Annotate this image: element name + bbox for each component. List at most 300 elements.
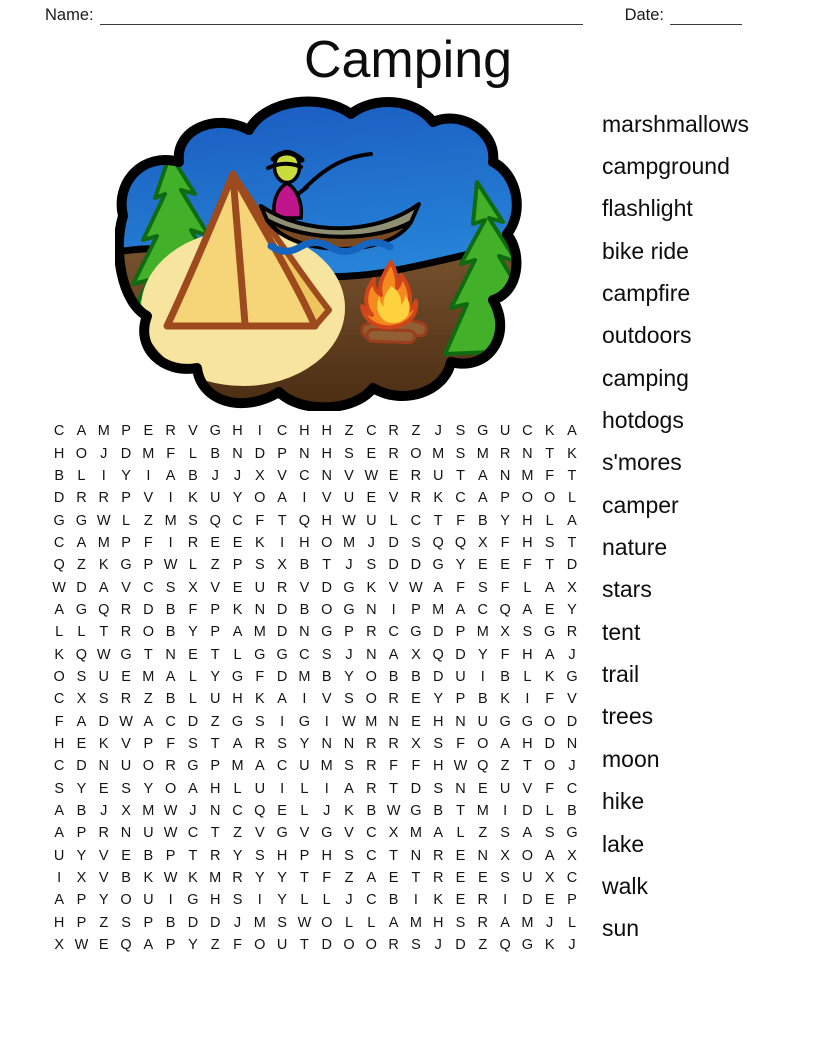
grid-letter: N xyxy=(499,467,511,484)
grid-letter: D xyxy=(432,624,444,641)
grid-letter: N xyxy=(477,847,489,864)
grid-letter: W xyxy=(163,557,178,574)
grid-letter: J xyxy=(345,646,353,663)
grid-letter: F xyxy=(255,668,265,685)
grid-letter: O xyxy=(321,534,333,551)
grid-letter: F xyxy=(456,512,465,529)
grid-letter: L xyxy=(300,780,309,797)
grid-letter: D xyxy=(455,937,466,954)
word-list-item: hotdogs xyxy=(602,407,684,434)
grid-letter: B xyxy=(165,691,176,708)
grid-letter: G xyxy=(410,624,422,641)
grid-letter: B xyxy=(54,467,64,484)
grid-letter: Q xyxy=(477,758,489,775)
grid-letter: S xyxy=(344,691,354,708)
grid-letter: D xyxy=(455,646,466,663)
grid-letter: S xyxy=(477,579,488,596)
grid-letter: G xyxy=(521,713,534,730)
grid-letter: Y xyxy=(567,601,577,618)
grid-letter: X xyxy=(277,557,287,574)
grid-letter: W xyxy=(409,579,423,596)
grid-letter: B xyxy=(210,445,221,462)
grid-letter: U xyxy=(343,490,355,507)
grid-letter: J xyxy=(568,937,576,954)
grid-letter: F xyxy=(322,870,332,887)
grid-letter: L xyxy=(233,646,242,663)
grid-letter: E xyxy=(277,803,287,820)
grid-letter: E xyxy=(98,937,109,954)
grid-letter: Z xyxy=(478,825,488,842)
grid-letter: S xyxy=(121,914,131,931)
grid-letter: N xyxy=(522,445,533,462)
grid-letter: F xyxy=(143,534,153,551)
grid-letter: S xyxy=(232,892,243,909)
grid-letter: I xyxy=(257,892,262,909)
grid-letter: C xyxy=(366,892,377,909)
grid-letter: M xyxy=(476,445,489,462)
grid-letter: S xyxy=(188,735,198,752)
grid-letter: F xyxy=(233,937,242,954)
grid-letter: A xyxy=(54,803,64,820)
grid-letter: D xyxy=(254,445,266,462)
grid-letter: M xyxy=(365,713,378,730)
grid-letter: L xyxy=(523,579,532,596)
word-list-item: nature xyxy=(602,534,668,561)
grid-letter: A xyxy=(165,668,176,685)
grid-letter: L xyxy=(300,803,309,820)
grid-letter: I xyxy=(168,534,173,551)
grid-letter: A xyxy=(254,758,265,775)
grid-letter: R xyxy=(410,467,422,484)
grid-letter: Q xyxy=(432,534,444,551)
grid-letter: W xyxy=(163,825,178,842)
grid-letter: V xyxy=(143,490,154,507)
grid-letter: A xyxy=(567,512,577,529)
grid-letter: G xyxy=(343,601,355,618)
grid-letter: C xyxy=(53,423,65,440)
grid-letter: Y xyxy=(188,937,198,954)
grid-letter: A xyxy=(522,601,533,618)
grid-letter: R xyxy=(432,847,444,864)
grid-letter: P xyxy=(210,601,221,618)
grid-letter: B xyxy=(299,557,310,574)
grid-letter: C xyxy=(477,601,489,618)
grid-letter: G xyxy=(432,557,444,574)
name-label: Name: xyxy=(45,6,94,24)
grid-letter: U xyxy=(209,490,221,507)
grid-letter: G xyxy=(321,624,333,641)
grid-letter: Y xyxy=(121,467,131,484)
grid-letter: P xyxy=(500,490,510,507)
grid-letter: D xyxy=(321,579,332,596)
grid-letter: R xyxy=(98,825,109,842)
grid-letter: T xyxy=(522,758,532,775)
grid-letter: C xyxy=(522,423,533,440)
grid-letter: D xyxy=(544,735,555,752)
grid-letter: L xyxy=(567,490,577,507)
grid-letter: K xyxy=(500,691,510,708)
grid-letter: L xyxy=(456,825,465,842)
grid-letter: Y xyxy=(232,490,243,507)
grid-letter: B xyxy=(366,803,377,820)
grid-letter: D xyxy=(432,668,444,685)
grid-letter: Z xyxy=(99,914,109,931)
grid-letter: T xyxy=(299,937,309,954)
grid-letter: J xyxy=(546,914,554,931)
grid-letter: Q xyxy=(499,937,511,954)
word-list-item: moon xyxy=(602,745,660,772)
grid-letter: R xyxy=(254,735,266,752)
grid-letter: W xyxy=(74,937,89,954)
grid-letter: D xyxy=(276,601,288,618)
grid-letter: T xyxy=(433,512,443,529)
grid-letter: D xyxy=(98,713,109,730)
grid-letter: G xyxy=(321,825,333,842)
word-list-item: outdoors xyxy=(602,322,692,349)
grid-letter: A xyxy=(143,937,154,954)
grid-letter: V xyxy=(121,735,131,752)
grid-letter: Y xyxy=(277,892,287,909)
grid-letter: Y xyxy=(344,668,354,685)
grid-letter: R xyxy=(499,445,511,462)
grid-letter: P xyxy=(299,847,310,864)
grid-letter: P xyxy=(411,601,421,618)
grid-letter: X xyxy=(76,870,87,887)
grid-letter: W xyxy=(163,803,178,820)
grid-letter: J xyxy=(100,803,108,820)
grid-letter: Q xyxy=(499,601,511,618)
grid-letter: N xyxy=(299,624,310,641)
grid-letter: E xyxy=(411,691,421,708)
grid-letter: C xyxy=(232,803,243,820)
grid-letter: C xyxy=(566,780,578,797)
grid-letter: I xyxy=(302,691,307,708)
grid-letter: R xyxy=(120,601,132,618)
grid-letter: P xyxy=(143,557,154,574)
grid-letter: I xyxy=(257,423,262,440)
grid-letter: X xyxy=(477,534,488,551)
grid-letter: H xyxy=(321,512,332,529)
grid-letter: A xyxy=(188,780,198,797)
word-list-item: sun xyxy=(602,915,640,942)
grid-letter: L xyxy=(322,892,331,909)
grid-letter: E xyxy=(455,870,466,887)
grid-letter: S xyxy=(98,691,109,708)
grid-letter: N xyxy=(366,601,377,618)
grid-letter: G xyxy=(75,512,88,529)
grid-letter: I xyxy=(302,490,307,507)
grid-letter: R xyxy=(232,870,243,887)
grid-letter: G xyxy=(298,713,311,730)
grid-letter: F xyxy=(456,735,465,752)
grid-letter: D xyxy=(566,557,578,574)
word-search-grid xyxy=(48,420,583,956)
grid-letter: V xyxy=(254,825,265,842)
grid-letter: G xyxy=(53,512,65,529)
grid-letter: O xyxy=(164,780,177,797)
grid-letter: M xyxy=(97,534,110,551)
grid-letter: M xyxy=(521,914,534,931)
grid-letter: C xyxy=(53,758,65,775)
grid-letter: E xyxy=(388,870,399,887)
grid-letter: P xyxy=(455,691,466,708)
grid-letter: B xyxy=(388,668,399,685)
grid-letter: C xyxy=(276,758,288,775)
grid-letter: M xyxy=(432,601,445,618)
grid-letter: P xyxy=(277,445,287,462)
grid-letter: O xyxy=(365,668,377,685)
grid-letter: L xyxy=(122,512,131,529)
grid-letter: G xyxy=(544,624,556,641)
grid-letter: S xyxy=(522,624,533,641)
grid-letter: E xyxy=(477,557,488,574)
grid-letter: E xyxy=(143,423,154,440)
grid-letter: V xyxy=(98,847,109,864)
grid-letter: I xyxy=(525,691,530,708)
grid-letter: E xyxy=(232,579,243,596)
grid-letter: J xyxy=(568,758,576,775)
grid-letter: J xyxy=(434,423,442,440)
grid-letter: K xyxy=(98,557,109,574)
grid-letter: F xyxy=(188,601,198,618)
grid-letter: X xyxy=(411,735,421,752)
grid-letter: C xyxy=(143,579,154,596)
grid-letter: D xyxy=(143,601,154,618)
grid-letter: T xyxy=(567,534,577,551)
word-list-item: trees xyxy=(602,703,654,730)
grid-letter: B xyxy=(165,914,176,931)
grid-letter: B xyxy=(143,847,154,864)
grid-letter: O xyxy=(120,892,132,909)
grid-letter: L xyxy=(188,557,197,574)
grid-letter: R xyxy=(388,937,399,954)
grid-letter: R xyxy=(388,445,399,462)
grid-letter: V xyxy=(210,579,221,596)
grid-letter: S xyxy=(455,445,466,462)
grid-letter: K xyxy=(54,646,64,663)
worksheet-header xyxy=(45,6,742,25)
grid-letter: M xyxy=(342,534,356,551)
grid-letter: E xyxy=(210,534,221,551)
grid-letter: D xyxy=(410,780,422,797)
grid-letter: C xyxy=(410,512,422,529)
word-list-item: s'mores xyxy=(602,449,682,476)
grid-letter: P xyxy=(143,735,154,752)
grid-letter: O xyxy=(75,445,88,462)
word-list-item: camper xyxy=(602,491,679,518)
grid-letter: S xyxy=(544,534,555,551)
grid-letter: P xyxy=(143,914,154,931)
grid-letter: C xyxy=(232,512,243,529)
grid-letter: G xyxy=(209,423,221,440)
word-list-item: lake xyxy=(602,830,645,857)
grid-letter: F xyxy=(545,691,555,708)
grid-letter: T xyxy=(210,825,220,842)
grid-letter: Y xyxy=(299,735,310,752)
grid-letter: V xyxy=(321,490,332,507)
grid-letter: A xyxy=(388,914,399,931)
grid-letter: F xyxy=(166,445,176,462)
grid-letter: T xyxy=(188,847,198,864)
grid-letter: R xyxy=(120,691,132,708)
camping-scene-illustration xyxy=(115,96,523,411)
grid-letter: V xyxy=(277,467,287,484)
word-list-item: marshmallows xyxy=(602,110,749,137)
grid-letter: H xyxy=(432,713,444,730)
grid-letter: B xyxy=(299,601,310,618)
grid-letter: Q xyxy=(254,803,266,820)
grid-letter: W xyxy=(119,713,133,730)
grid-letter: A xyxy=(500,735,510,752)
grid-letter: A xyxy=(344,780,354,797)
grid-letter: C xyxy=(299,646,310,663)
grid-letter: G xyxy=(276,646,288,663)
grid-letter: V xyxy=(344,467,354,484)
grid-letter: O xyxy=(321,601,333,618)
grid-letter: O xyxy=(142,624,154,641)
grid-letter: U xyxy=(143,892,154,909)
grid-letter: U xyxy=(254,579,266,596)
grid-letter: M xyxy=(476,624,489,641)
word-list xyxy=(602,103,749,950)
grid-letter: Y xyxy=(455,557,466,574)
grid-letter: L xyxy=(77,624,86,641)
grid-letter: A xyxy=(76,534,87,551)
date-blank-line xyxy=(670,6,742,25)
grid-letter: Q xyxy=(454,534,467,551)
grid-letter: I xyxy=(101,467,106,484)
grid-letter: B xyxy=(321,668,332,685)
grid-letter: I xyxy=(168,490,173,507)
grid-letter: L xyxy=(344,914,354,931)
grid-letter: S xyxy=(344,445,354,462)
grid-letter: Y xyxy=(76,847,87,864)
grid-letter: L xyxy=(77,467,86,484)
grid-letter: E xyxy=(500,557,510,574)
grid-letter: S xyxy=(411,937,421,954)
word-list-item: walk xyxy=(602,872,649,899)
grid-letter: B xyxy=(388,892,399,909)
grid-letter: H xyxy=(232,691,243,708)
grid-letter: R xyxy=(366,624,377,641)
grid-letter: C xyxy=(299,467,310,484)
grid-letter: A xyxy=(388,646,399,663)
grid-letter: D xyxy=(388,557,399,574)
grid-letter: E xyxy=(121,847,131,864)
grid-letter: Q xyxy=(120,937,132,954)
grid-letter: N xyxy=(98,758,109,775)
word-list-item: stars xyxy=(602,576,652,603)
grid-letter: M xyxy=(409,825,422,842)
grid-letter: J xyxy=(211,467,219,484)
grid-letter: P xyxy=(76,914,87,931)
grid-letter: T xyxy=(456,803,465,820)
grid-letter: H xyxy=(321,445,332,462)
grid-letter: A xyxy=(544,646,555,663)
grid-letter: Y xyxy=(210,668,221,685)
grid-letter: V xyxy=(299,579,310,596)
grid-letter: I xyxy=(503,892,508,909)
grid-letter: Z xyxy=(344,423,354,440)
grid-letter: N xyxy=(343,735,355,752)
grid-letter: G xyxy=(343,579,355,596)
grid-letter: E xyxy=(366,490,377,507)
grid-letter: E xyxy=(188,646,198,663)
grid-letter: K xyxy=(98,735,109,752)
grid-letter: K xyxy=(254,534,265,551)
grid-letter: D xyxy=(187,713,199,730)
date-label: Date: xyxy=(624,6,664,24)
grid-letter: G xyxy=(499,713,511,730)
grid-letter: D xyxy=(321,937,332,954)
grid-letter: F xyxy=(411,758,421,775)
grid-letter: D xyxy=(53,490,65,507)
grid-letter: O xyxy=(365,691,377,708)
grid-letter: Z xyxy=(411,423,421,440)
grid-letter: U xyxy=(254,780,266,797)
grid-letter: Y xyxy=(98,892,109,909)
grid-letter: R xyxy=(120,624,132,641)
grid-letter: X xyxy=(544,870,555,887)
grid-letter: A xyxy=(544,579,555,596)
grid-letter: R xyxy=(388,423,399,440)
grid-letter: N xyxy=(366,646,377,663)
grid-letter: G xyxy=(75,601,88,618)
grid-letter: U xyxy=(522,870,533,887)
grid-letter: R xyxy=(187,534,199,551)
grid-letter: J xyxy=(100,445,108,462)
grid-letter: P xyxy=(567,892,577,909)
word-list-item: trail xyxy=(602,661,640,688)
grid-letter: A xyxy=(76,423,87,440)
grid-letter: Y xyxy=(254,870,265,887)
grid-letter: A xyxy=(165,467,176,484)
grid-letter: O xyxy=(544,490,556,507)
grid-letter: L xyxy=(233,780,242,797)
grid-letter: A xyxy=(477,490,488,507)
grid-letter: I xyxy=(324,713,329,730)
grid-letter: V xyxy=(188,423,198,440)
grid-letter: X xyxy=(54,937,64,954)
word-list-item: campfire xyxy=(602,280,691,307)
grid-letter: K xyxy=(433,490,444,507)
grid-letter: H xyxy=(209,780,221,797)
grid-letter: H xyxy=(432,914,444,931)
word-list-item: camping xyxy=(602,364,689,391)
grid-letter: U xyxy=(499,423,511,440)
grid-letter: M xyxy=(142,668,155,685)
grid-letter: Y xyxy=(188,624,198,641)
grid-letter: V xyxy=(567,691,577,708)
puzzle-title: Camping xyxy=(303,31,513,89)
grid-letter: Z xyxy=(478,937,488,954)
grid-letter: L xyxy=(523,668,532,685)
grid-letter: O xyxy=(254,490,266,507)
grid-letter: C xyxy=(53,534,65,551)
grid-letter: P xyxy=(76,892,87,909)
grid-letter: F xyxy=(389,758,399,775)
grid-letter: R xyxy=(477,914,489,931)
grid-letter: K xyxy=(544,937,555,954)
grid-letter: S xyxy=(121,780,131,797)
grid-letter: E xyxy=(388,467,399,484)
grid-letter: M xyxy=(231,758,244,775)
grid-letter: N xyxy=(388,713,399,730)
word-list-item: bike ride xyxy=(602,237,689,264)
grid-letter: M xyxy=(253,624,266,641)
grid-letter: K xyxy=(188,490,198,507)
grid-letter: T xyxy=(411,870,421,887)
